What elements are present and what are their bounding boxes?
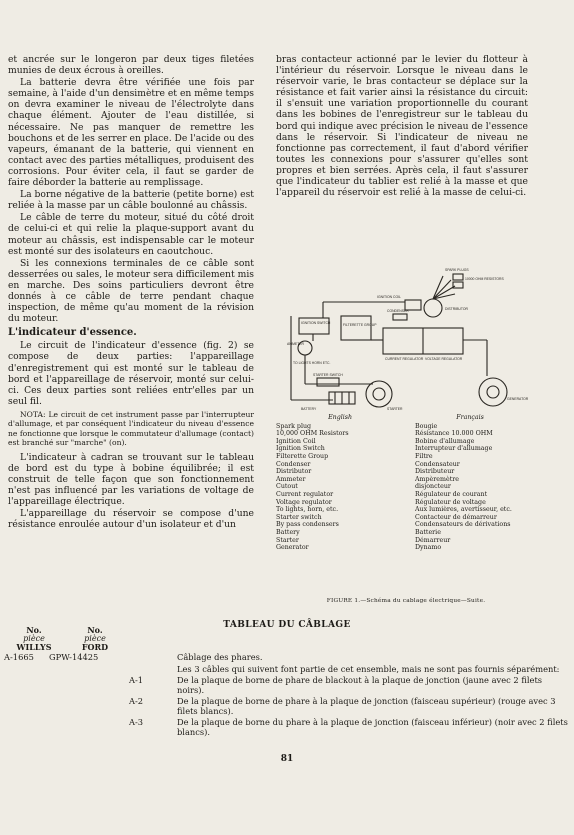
label-ignition-switch: IGNITION SWITCH (301, 321, 331, 325)
legend-french-column (397, 423, 536, 552)
legend-item-english: Ignition Switch (276, 445, 325, 453)
label-battery: BATTERY (301, 407, 317, 411)
header-ford: No. pièce FORD (81, 625, 109, 653)
label-ignition-coil: IGNITION COIL (377, 295, 401, 299)
legend-item-french: Ampèremètre (415, 475, 459, 483)
table-row: A-1 De la plaque de borne de phare de blackout à la plaque de jonction (jaune avec 2 filets noirs). (129, 675, 543, 695)
legend-header-french: Français (456, 414, 484, 421)
paragraph-ground-cable: Le câble de terre du moteur, situé du côté droit de celui-ci et qui relie la plaque-support avant du moteur au châssis, est indispensable car le moteur est monté sur des isolateurs en caoutchouc. (8, 212, 254, 257)
starter-symbol (366, 381, 392, 407)
label-ammeter: AMMETER (287, 342, 304, 346)
legend-item-english: Starter (276, 536, 299, 544)
starter-switch-symbol (317, 378, 339, 386)
legend-item-english: Condenser (276, 460, 311, 468)
wiring-table-rows (4, 653, 568, 739)
legend-item-english: Distributor (276, 468, 312, 476)
label-voltage-regulator: VOLTAGE REGULATOR (425, 357, 463, 361)
paragraph-battery: La batterie devra être vérifiée une fois par semaine, à l'aide d'un densimètre et en même temps on devra examiner le niveau de l'électrolyte dans chaque élément. Ajouter de l'eau distillée, si nécessaire. Ne pas manquer de remettre les bouchons et de les serrer en place. De l'acide ou des vapeurs, émanant de la batterie, qui viennent en contact avec des parties métalliques, produisent des corrosions. Pour éviter cela, il faut se garder de faire déborder la batterie au remplissage. (8, 77, 254, 189)
paragraph-negative-terminal: La borne négative de la batterie (petite borne) est reliée à la masse par un câble boulonné au châssis. (8, 189, 255, 212)
legend-item-french: Dynamo (415, 544, 442, 552)
label-current-regulator: CURRENT REGULATOR (385, 357, 424, 361)
legend-item-french: Régulateur de courant (415, 490, 488, 498)
filterette-symbol (341, 316, 371, 340)
legend-item-english: By pass condensers (276, 521, 339, 529)
legend-item-english: Generator (276, 544, 309, 552)
label-to-lights: TO LIGHTS HORN ETC. (293, 361, 331, 365)
legend-item-french: Interrupteur d'allumage (415, 445, 493, 453)
legend-item-english: Battery (276, 528, 300, 536)
paragraph-intro: et ancrée sur le longeron par deux tiges filetées munies de deux écrous à oreilles. (8, 54, 254, 77)
legend-item-english: Starter switch (276, 513, 322, 521)
table-row: A-1665 GPW-14425 Câblage des phares. (4, 652, 263, 662)
legend-item-english: Voltage regulator (276, 498, 332, 506)
paragraph-fuel-indicator: Le circuit de l'indicateur d'essence (fig. 2) se compose de deux parties: l'appareillage d'enregistrement qui est monté sur le tableau de bord et l'appareillage de réservoir, monté sur celui-ci. Ces deux parties sont reliées entr'elles par un seul fil. (8, 340, 254, 407)
heading-fuel-indicator: L'indicateur d'essence. (8, 327, 137, 339)
legend-item-english: Cutout (276, 483, 298, 491)
legend-item-french: Contacteur de démarreur (415, 513, 497, 521)
legend-item-english: Current regulator (276, 490, 334, 498)
label-starter: STARTER (387, 407, 403, 411)
legend-item-english: 10,000 OHM Resistors (276, 430, 349, 438)
legend-item-english: Ammeter (276, 475, 306, 483)
page-number: 81 (280, 754, 294, 764)
legend-item-french: Condensateur (415, 460, 460, 468)
paragraph-float-arm: bras contacteur actionné par le levier du flotteur à l'intérieur du réservoir. Lorsque le niveau dans le réservoir varie, le bras contacteur se déplace sur la résistance et fait varier ainsi la résistance du circuit: il s'ensuit une variation proportionnelle du courant dans les bobines de l'enregistreur sur le tableau du bord qui indique avec précision le niveau de l'essence dans le réservoir. Si l'indicateur de niveau ne fonctionne pas correctement, il faut d'abord vérifier toutes les connexions pour s'assurer qu'elles sont propres et bien serrées. Après cela, il faut s'assurer que l'indicateur du tablier est relié à la masse et que l'appareil du réservoir est relié à la masse de celui-ci. (276, 54, 528, 199)
table-row: A-2 De la plaque de borne de phare à la plaque de jonction (faisceau supérieur) (rouge avec 3 filets blancs). (129, 696, 556, 716)
table-row: Les 3 câbles qui suivent font partie de cet ensemble, mais ne sont pas fournis séparément: (177, 663, 560, 674)
label-resistors: 10000 OHM RESISTORS (465, 277, 504, 281)
legend-item-french: Régulateur de voltage (415, 498, 486, 506)
table-row: A-3 De la plaque de borne du phare à la plaque de jonction (faisceau inférieur) (noir avec 2 filets blancs). (129, 717, 568, 737)
legend-item-english: Filterette Group (276, 452, 329, 460)
distributor-symbol (424, 299, 442, 317)
label-distributor: DISTRIBUTOR (445, 307, 468, 311)
legend-item-french: Résistance 10.000 OHM (415, 430, 493, 438)
note-paragraph: NOTA: Le circuit de cet instrument passe par l'interrupteur d'allumage, et par conséquent l'indicateur du niveau d'essence ne fonctionne que lorsque le commutateur d'allumage (contact) est branché sur "marche" (on). (8, 409, 254, 448)
legend-item-english: Spark plug (276, 422, 312, 430)
legend-header-english: English (328, 414, 353, 421)
figure-caption: FIGURE 1.—Schéma du cablage électrique—Suite. (326, 598, 486, 604)
legend-english-column (276, 423, 397, 552)
wiring-diagram (283, 268, 535, 414)
legend-item-french: disjoncteur (415, 483, 451, 491)
legend-item-english: To lights, horn, etc. (276, 506, 339, 514)
legend-item-french: Bougie (415, 422, 438, 430)
legend-item-french: Condensateurs de dérivations (415, 521, 511, 529)
right-column (276, 54, 528, 199)
diagram-legend (276, 414, 536, 552)
label-filterette: FILTERETTE GROUP (343, 323, 377, 327)
paragraph-connections: Si les connexions terminales de ce câble sont desserrées ou sales, le moteur sera difficilement mis en marche. Des soins particuliers devront être donnés à ce câble de terre pendant chaque inspection, de même qu'au moment de la révision du moteur. (8, 257, 254, 325)
label-spark-plugs: SPARK PLUGS (445, 268, 469, 272)
generator-symbol (479, 378, 507, 406)
paragraph-dial-indicator: L'indicateur à cadran se trouvant sur le tableau de bord est du type à bobine équilibrée; il est construit de telle façon que son fonctionnement n'est pas influencé par les variations de voltage de l'appareillage électrique. (8, 451, 254, 507)
legend-item-french: Aux lumières, avertisseur, etc. (415, 506, 512, 514)
label-condenser: CONDENSER (387, 309, 409, 313)
legend-item-french: Batterie (415, 528, 441, 536)
legend-item-french: Distributeur (415, 468, 455, 476)
legend-item-english: Ignition Coil (276, 437, 316, 445)
table-title: TABLEAU DU CÂBLAGE (223, 620, 351, 630)
legend-item-french: Filtre (415, 452, 433, 460)
header-willys: No. pièce WILLYS (16, 625, 52, 653)
paragraph-tank-unit: L'appareillage du réservoir se compose d'une résistance enroulée autour d'un isolateur et d'un (8, 508, 254, 531)
label-starter-switch: STARTER SWITCH (313, 373, 343, 377)
legend-item-french: Démarreur (415, 536, 451, 544)
legend-item-french: Bobine d'allumage (415, 437, 475, 445)
left-column (8, 54, 254, 531)
label-generator: GENERATOR (507, 397, 529, 401)
